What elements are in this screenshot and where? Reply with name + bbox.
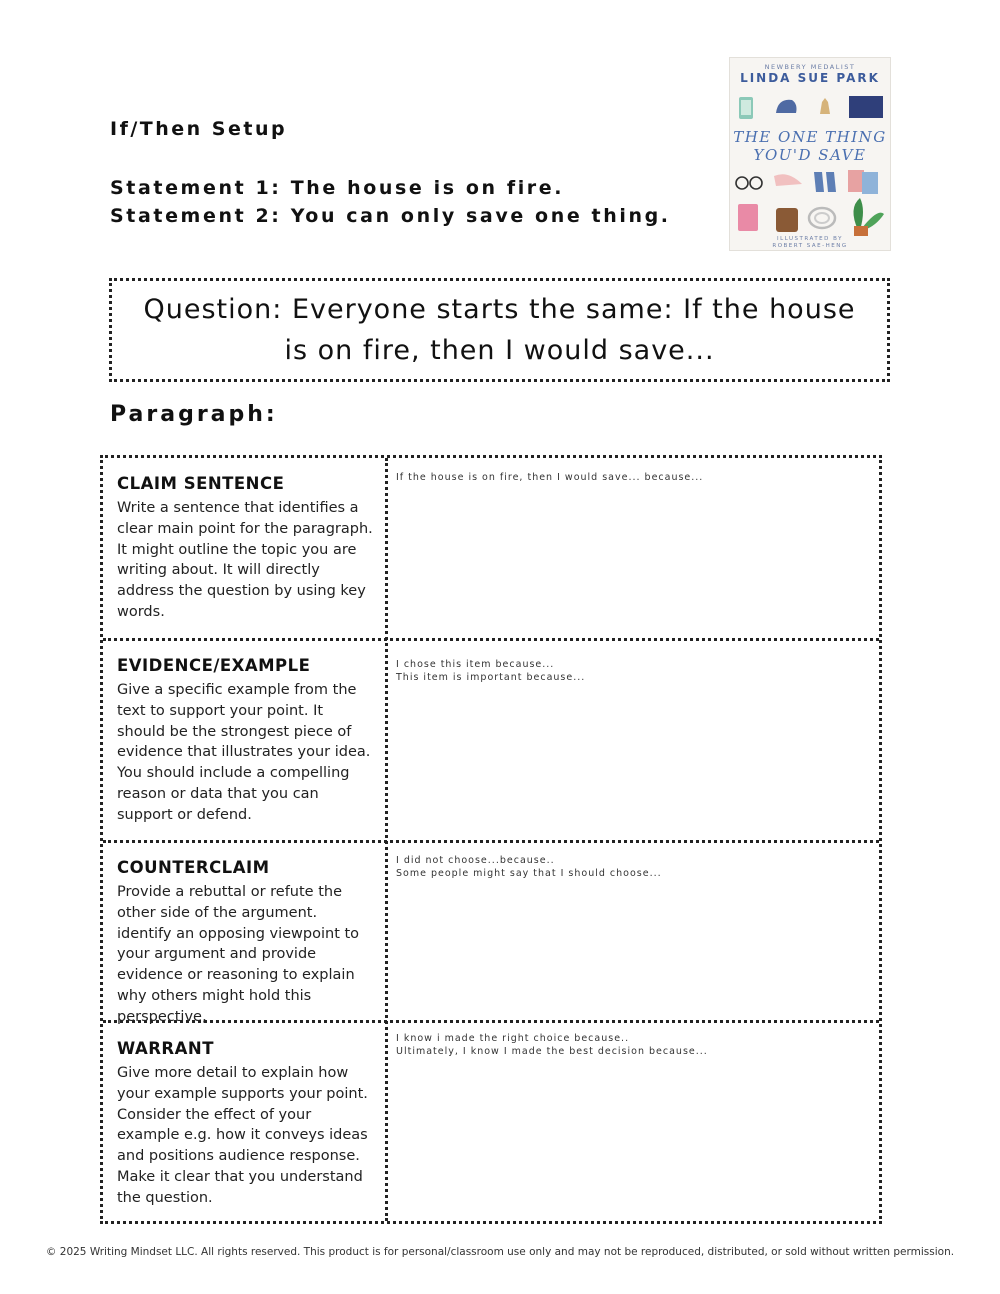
sentence-starter: Some people might say that I should choose... bbox=[396, 868, 662, 879]
response-cell[interactable] bbox=[396, 1032, 708, 1058]
table-row bbox=[103, 458, 879, 639]
row-heading: WARRANT bbox=[117, 1039, 214, 1058]
statement-2: Statement 2: You can only save one thing. bbox=[110, 205, 671, 227]
row-label-cell bbox=[117, 656, 373, 826]
cover-badge: NEWBERY MEDALIST bbox=[764, 63, 856, 71]
row-heading: CLAIM SENTENCE bbox=[117, 474, 285, 493]
cover-illustrator-2: ROBERT SAE-HENG bbox=[772, 243, 848, 249]
copyright-footer: © 2025 Writing Mindset LLC. All rights reserved. This product is for personal/classroom use only and may not be reproduced, distributed, or sold without written permission. bbox=[45, 1246, 955, 1258]
row-label-cell bbox=[117, 474, 373, 623]
table-row bbox=[103, 1020, 879, 1224]
row-label-cell bbox=[117, 1039, 373, 1209]
row-description: Give more detail to explain how your example supports your point. Consider the effect of your example e.g. how it conveys ideas and positions audience response. Make it clear that you understand the question. bbox=[117, 1065, 368, 1206]
table-row bbox=[103, 840, 879, 1025]
sentence-starter: I know i made the right choice because.. bbox=[396, 1033, 630, 1044]
row-description: Provide a rebuttal or refute the other side of the argument. identify an opposing viewpoint to your argument and provide evidence or reasoning to explain why others might hold this perspective, bbox=[117, 884, 360, 1025]
row-label-cell bbox=[117, 858, 373, 1028]
paragraph-table bbox=[100, 455, 882, 1224]
sentence-starter: If the house is on fire, then I would save... because... bbox=[396, 472, 704, 483]
sentence-starter: Ultimately, I know I made the best decision because... bbox=[396, 1046, 708, 1057]
statement-1: Statement 1: The house is on fire. bbox=[110, 177, 565, 199]
cover-title-line-1: THE ONE THING bbox=[733, 128, 887, 146]
question-text: Question: Everyone starts the same: If the house is on fire, then I would save... bbox=[143, 294, 856, 366]
cover-illustrations bbox=[730, 58, 892, 252]
sentence-starter: I chose this item because... bbox=[396, 659, 555, 670]
cover-author: LINDA SUE PARK bbox=[740, 71, 880, 85]
row-description: Write a sentence that identifies a clear main point for the paragraph. It might outline the topic you are writing about. It will directly address the question by using key words. bbox=[117, 500, 373, 620]
row-description: Give a specific example from the text to support your point. It should be the strongest piece of evidence that illustrates your idea. You should include a compelling reason or data that you can support or defend. bbox=[117, 682, 371, 823]
question-box bbox=[109, 278, 890, 382]
cover-title-line-2: YOU'D SAVE bbox=[753, 146, 867, 164]
setup-title: If/Then Setup bbox=[110, 118, 288, 140]
table-row bbox=[103, 638, 879, 841]
book-cover-image bbox=[729, 57, 891, 251]
response-cell[interactable] bbox=[396, 471, 703, 484]
sentence-starter: This item is important because... bbox=[396, 672, 586, 683]
statements bbox=[110, 174, 671, 230]
response-cell[interactable] bbox=[396, 658, 585, 684]
response-cell[interactable] bbox=[396, 854, 662, 880]
row-heading: EVIDENCE/EXAMPLE bbox=[117, 656, 311, 675]
cover-illustrator-1: ILLUSTRATED BY bbox=[777, 236, 843, 242]
paragraph-heading: Paragraph: bbox=[110, 402, 278, 427]
row-heading: COUNTERCLAIM bbox=[117, 858, 270, 877]
sentence-starter: I did not choose...because.. bbox=[396, 855, 555, 866]
